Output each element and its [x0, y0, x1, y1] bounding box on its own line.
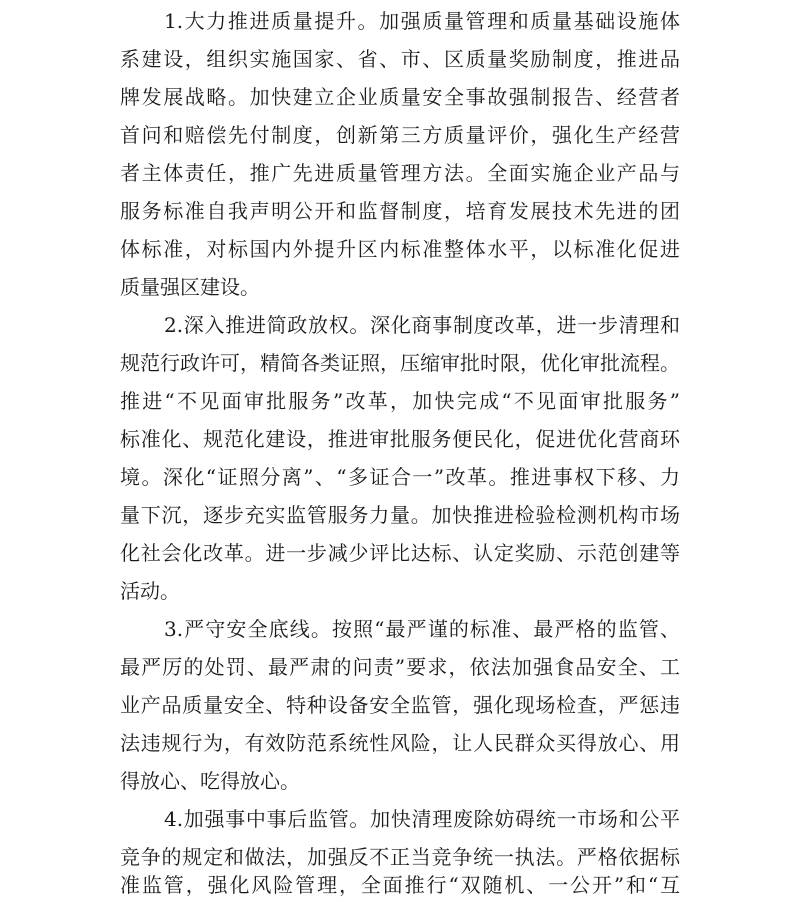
text-line: 境。深化“证照分离”、“多证合一”改革。推进事权下移、力: [120, 465, 680, 489]
text-line: 3.严守安全底线。按照“最严谨的标准、最严格的监管、: [164, 617, 680, 641]
text-line: 1.大力推进质量提升。加强质量管理和质量基础设施体: [164, 9, 680, 33]
text-line: 服务标准自我声明公开和监督制度，培育发展技术先进的团: [120, 199, 680, 223]
text-line: 牌发展战略。加快建立企业质量安全事故强制报告、经营者: [120, 85, 680, 109]
text-line: 量下沉，逐步充实监管服务力量。加快推进检验检测机构市场: [120, 503, 680, 527]
text-line: 系建设，组织实施国家、省、市、区质量奖励制度，推进品: [120, 47, 680, 71]
text-line: 法违规行为，有效防范系统性风险，让人民群众买得放心、用: [120, 731, 680, 755]
text-line: 业产品质量安全、特种设备安全监管，强化现场检查，严惩违: [120, 693, 680, 717]
text-line: 得放心、吃得放心。: [120, 769, 300, 793]
text-line: 竞争的规定和做法，加强反不正当竞争统一执法。严格依据标: [120, 845, 680, 869]
text-line: 质量强区建设。: [120, 275, 260, 299]
text-line: 化社会化改革。进一步减少评比达标、认定奖励、示范创建等: [120, 541, 680, 565]
text-line: 体标准，对标国内外提升区内标准整体水平，以标准化促进: [120, 237, 680, 261]
text-line: 4.加强事中事后监管。加快清理废除妨碍统一市场和公平: [164, 807, 680, 831]
text-line: 推进“不见面审批服务”改革，加快完成“不见面审批服务”: [120, 389, 680, 413]
text-line: 2.深入推进简政放权。深化商事制度改革，进一步清理和: [164, 313, 680, 337]
text-line: 最严厉的处罚、最严肃的问责”要求，依法加强食品安全、工: [120, 655, 680, 679]
text-line: 活动。: [120, 579, 180, 603]
text-line: 规范行政许可，精简各类证照，压缩审批时限，优化审批流程。: [120, 351, 680, 375]
text-line: 标准化、规范化建设，推进审批服务便民化，促进优化营商环: [120, 427, 680, 451]
text-line: 准监管，强化风险管理，全面推行“双随机、一公开”和“互: [120, 873, 680, 897]
text-line: 首问和赔偿先付制度，创新第三方质量评价，强化生产经营: [120, 123, 680, 147]
text-line: 者主体责任，推广先进质量管理方法。全面实施企业产品与: [120, 161, 680, 185]
